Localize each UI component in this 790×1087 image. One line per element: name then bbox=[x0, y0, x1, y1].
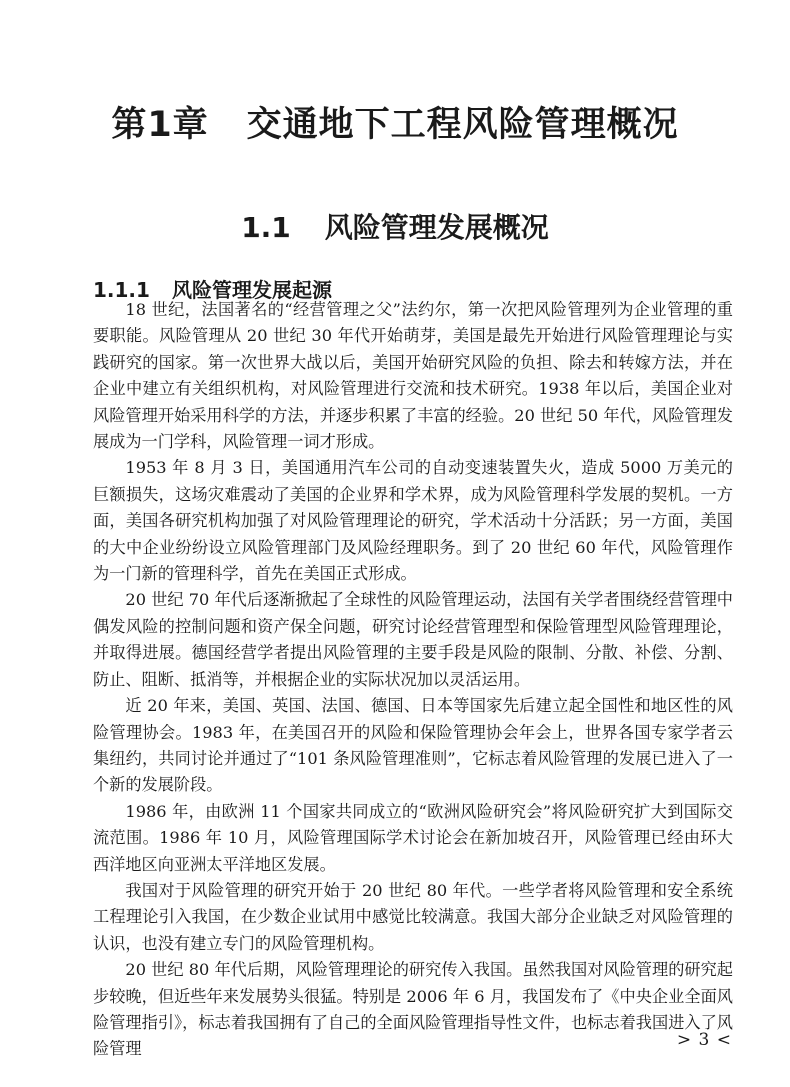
paragraph: 20 世纪 70 年代后逐渐掀起了全球性的风险管理运动，法国有关学者围绕经营管理中偶发风险的控制问题和资产保全问题，研究讨论经营管理型和保险管理型风险管理理论，并取得进展。德国经营学者提出风险管理的主要手段是风险的限制、分散、补偿、分割、防止、阻断、抵消等，并根据企业的实际状况加以灵活运用。 bbox=[93, 590, 733, 689]
page-number: > 3 < bbox=[676, 1030, 732, 1050]
paragraph: 我国对于风险管理的研究开始于 20 世纪 80 年代。一些学者将风险管理和安全系统工程理论引入我国，在少数企业试用中感觉比较满意。我国大部分企业缺乏对风险管理的认识，也没有建立专门的风险管理机构。 bbox=[93, 880, 733, 953]
section-title-text: 风险管理发展概况 bbox=[324, 211, 549, 245]
paragraph: 近 20 年来，美国、英国、法国、德国、日本等国家先后建立起全国性和地区性的风险管理协会。1983 年，在美国召开的风险和保险管理协会年会上，世界各国专家学者云集纽约，共同讨论并通过了“101 条风险管理准则”，它标志着风险管理的发展已进入了一个新的发展阶段。 bbox=[93, 696, 733, 795]
subsection-number: 1.1.1 bbox=[93, 278, 150, 302]
chapter-title bbox=[0, 101, 790, 149]
chapter-label: 第1章 bbox=[111, 105, 209, 146]
subsection-title-text: 风险管理发展起源 bbox=[171, 278, 332, 302]
body-text bbox=[93, 297, 733, 1063]
section-number: 1.1 bbox=[241, 211, 291, 245]
section-title bbox=[0, 207, 790, 249]
paragraph: 1986 年，由欧洲 11 个国家共同成立的“欧洲风险研究会”将风险研究扩大到国际交流范围。1986 年 10 月，风险管理国际学术讨论会在新加坡召开，风险管理已经由环大西洋地区向亚洲太平洋地区发展。 bbox=[93, 801, 733, 874]
paragraph: 18 世纪，法国著名的“经营管理之父”法约尔，第一次把风险管理列为企业管理的重要职能。风险管理从 20 世纪 30 年代开始萌芽，美国是最先开始进行风险管理理论与实践研究的国家。第一次世界大战以后，美国开始研究风险的负担、除去和转嫁方法，并在企业中建立有关组织机构，对风险管理进行交流和技术研究。1938 年以后，美国企业对风险管理开始采用科学的方法，并逐步积累了丰富的经验。20 世纪 50 年代，风险管理发展成为一门学科，风险管理一词才形成。 bbox=[93, 300, 733, 452]
paragraph: 1953 年 8 月 3 日，美国通用汽车公司的自动变速装置失火，造成 5000 万美元的巨额损失，这场灾难震动了美国的企业界和学术界，成为风险管理科学发展的契机。一方面，美国各研究机构加强了对风险管理理论的研究，学术活动十分活跃；另一方面，美国的大中企业纷纷设立风险管理部门及风险经理职务。到了 20 世纪 60 年代，风险管理作为一门新的管理科学，首先在美国正式形成。 bbox=[93, 458, 733, 584]
chapter-title-text: 交通地下工程风险管理概况 bbox=[246, 105, 679, 146]
paragraph: 20 世纪 80 年代后期，风险管理理论的研究传入我国。虽然我国对风险管理的研究起步较晚，但近些年来发展势头很猛。特别是 2006 年 6 月，我国发布了《中央企业全面风险管理指引》，标志着我国拥有了自己的全面风险管理指导性文件，也标志着我国进入了风险管理 bbox=[93, 960, 733, 1059]
